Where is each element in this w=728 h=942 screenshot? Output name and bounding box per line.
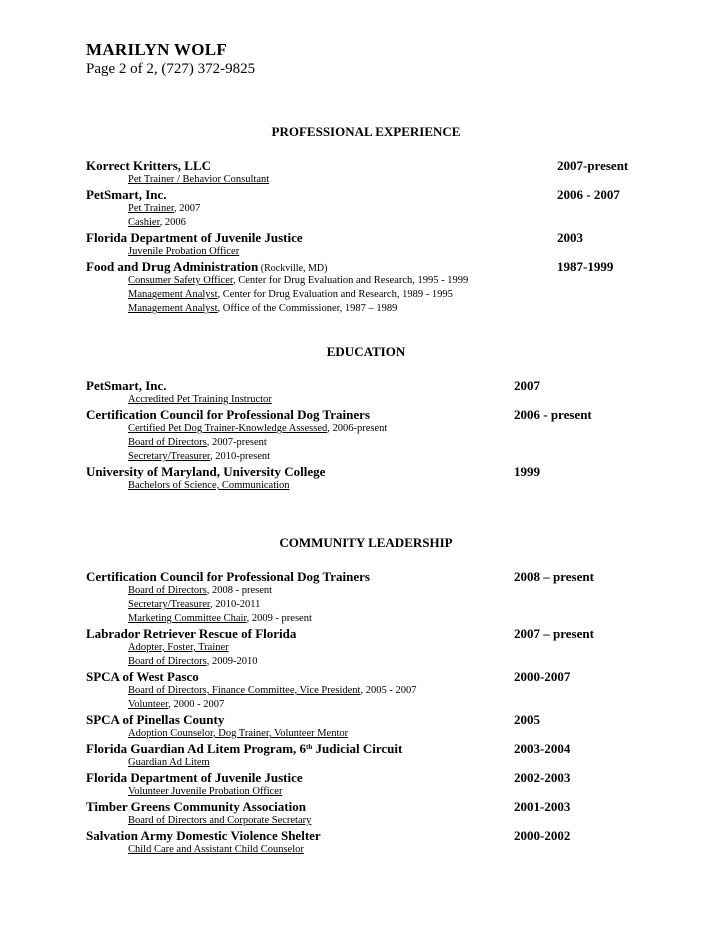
organization-name: Florida Guardian Ad Litem Program, 6 — [86, 741, 307, 756]
role-detail: , 2010-present — [210, 451, 271, 462]
role-detail: , Center for Drug Evaluation and Research, 1995 - 1999 — [232, 275, 469, 286]
section-title: COMMUNITY LEADERSHIP — [279, 535, 453, 550]
entry-years: 2005 — [514, 712, 540, 727]
organization-name: Food and Drug Administration — [86, 259, 259, 274]
entry-organization — [86, 259, 646, 274]
entry-years: 1999 — [514, 464, 540, 479]
role-title: Volunteer Juvenile Probation Officer — [128, 786, 283, 797]
entry-years: 2007-present — [557, 158, 629, 173]
role-title: Cashier — [128, 217, 160, 228]
organization-name: Korrect Kritters, LLC — [86, 158, 212, 173]
organization-location: (Rockville, MD) — [258, 263, 328, 274]
organization-name: SPCA of Pinellas County — [86, 712, 225, 727]
role-line — [86, 684, 646, 698]
role-line — [86, 450, 646, 464]
entry-organization — [86, 828, 646, 843]
role-line — [86, 785, 646, 799]
role-title: Pet Trainer / Behavior Consultant — [128, 174, 270, 185]
organization-name: Timber Greens Community Association — [86, 799, 306, 814]
page-contact-line: Page 2 of 2, (727) 372-9825 — [86, 61, 256, 77]
role-title: Marketing Committee Chair — [128, 613, 247, 624]
role-title: Management Analyst — [128, 303, 218, 314]
role-title: Board of Directors and Corporate Secretary — [128, 815, 312, 826]
entry-organization — [86, 741, 646, 756]
entry-organization — [86, 378, 646, 393]
role-title: Child Care and Assistant Child Counselor — [128, 844, 304, 855]
role-detail: , 2005 - 2007 — [360, 685, 417, 696]
role-line — [86, 479, 646, 493]
role-line — [86, 698, 646, 712]
entry-years: 2007 — [514, 378, 540, 393]
role-line — [86, 612, 646, 626]
role-title: Adoption Counselor, Dog Trainer, Volunteer Mentor — [128, 728, 349, 739]
section-community-leadership — [86, 535, 646, 857]
organization-name: Certification Council for Professional Dog Trainers — [86, 569, 370, 584]
entry-organization — [86, 464, 646, 479]
role-detail: , 2007 — [173, 203, 201, 214]
entry-organization — [86, 712, 646, 727]
organization-name: Certification Council for Professional Dog Trainers — [86, 407, 370, 422]
role-title: Board of Directors — [128, 656, 207, 667]
role-detail: , 2009 - present — [246, 613, 312, 624]
organization-name: SPCA of West Pasco — [86, 669, 199, 684]
entry-years: 2007 – present — [514, 626, 594, 641]
role-title: Secretary/Treasurer — [128, 599, 210, 610]
role-title: Management Analyst — [128, 289, 218, 300]
entry-years: 2000-2007 — [514, 669, 571, 684]
entry-years: 2008 – present — [514, 569, 594, 584]
entry-organization — [86, 230, 646, 245]
organization-name: PetSmart, Inc. — [86, 187, 167, 202]
role-line — [86, 216, 646, 230]
resume-page — [86, 40, 646, 857]
section-education — [86, 344, 646, 493]
entry-years: 2002-2003 — [514, 770, 571, 785]
entry-organization — [86, 407, 646, 422]
entry-years: 2003-2004 — [514, 741, 571, 756]
role-line — [86, 598, 646, 612]
entry-years: 2001-2003 — [514, 799, 571, 814]
organization-name: University of Maryland, University College — [86, 464, 326, 479]
role-line — [86, 302, 646, 316]
organization-name: Florida Department of Juvenile Justice — [86, 770, 303, 785]
entry-organization — [86, 669, 646, 684]
section-professional-experience — [86, 124, 646, 316]
role-title: Bachelors of Science, Communication — [128, 480, 290, 491]
role-detail: , Office of the Commissioner, 1987 – 1989 — [217, 303, 398, 314]
resume-name: MARILYN WOLF — [86, 40, 228, 59]
role-line — [86, 727, 646, 741]
section-title: PROFESSIONAL EXPERIENCE — [271, 124, 461, 139]
organization-name: Florida Department of Juvenile Justice — [86, 230, 303, 245]
role-line — [86, 393, 646, 407]
role-line — [86, 245, 646, 259]
role-line — [86, 584, 646, 598]
ordinal-suffix: th — [306, 743, 313, 751]
role-title: Guardian Ad Litem — [128, 757, 210, 768]
entry-organization — [86, 158, 646, 173]
organization-name: Salvation Army Domestic Violence Shelter — [86, 828, 321, 843]
role-title: Volunteer — [128, 699, 169, 710]
organization-name: Labrador Retriever Rescue of Florida — [86, 626, 297, 641]
role-line — [86, 655, 646, 669]
entry-years: 2003 — [557, 230, 583, 245]
role-line — [86, 288, 646, 302]
role-line — [86, 756, 646, 770]
role-title: Accredited Pet Training Instructor — [128, 394, 272, 405]
role-line — [86, 814, 646, 828]
organization-name: PetSmart, Inc. — [86, 378, 167, 393]
role-detail: , 2006-present — [327, 423, 388, 434]
role-title: Board of Directors — [128, 585, 207, 596]
entry-years: 2006 - 2007 — [557, 187, 620, 202]
entry-years: 2006 - present — [514, 407, 592, 422]
role-title: Board of Directors — [128, 437, 207, 448]
role-title: Secretary/Treasurer — [128, 451, 210, 462]
section-title: EDUCATION — [326, 344, 406, 359]
entry-organization — [86, 569, 646, 584]
role-detail: , 2008 - present — [206, 585, 273, 596]
entry-years: 2000-2002 — [514, 828, 571, 843]
entry-organization — [86, 626, 646, 641]
role-detail: , 2006 — [159, 217, 186, 228]
role-title: Consumer Safety Officer — [128, 275, 233, 286]
role-detail: , 2009-2010 — [206, 656, 258, 667]
role-title: Board of Directors, Finance Committee, Vice President — [128, 685, 361, 696]
role-line — [86, 202, 646, 216]
role-title: Pet Trainer — [128, 203, 174, 214]
entry-organization — [86, 187, 646, 202]
entry-organization — [86, 799, 646, 814]
role-title: Adopter, Foster, Trainer — [128, 642, 229, 653]
role-line — [86, 274, 646, 288]
role-line — [86, 436, 646, 450]
role-detail: , 2000 - 2007 — [168, 699, 225, 710]
role-detail: , Center for Drug Evaluation and Research, 1989 - 1995 — [217, 289, 453, 300]
role-title: Juvenile Probation Officer — [128, 246, 240, 257]
entry-years: 1987-1999 — [557, 259, 614, 274]
role-line — [86, 843, 646, 857]
role-line — [86, 641, 646, 655]
role-line — [86, 173, 646, 187]
resume-sections — [86, 124, 646, 857]
entry-organization — [86, 770, 646, 785]
organization-name-tail: Judicial Circuit — [312, 741, 403, 756]
role-detail: , 2010-2011 — [210, 599, 261, 610]
role-title: Certified Pet Dog Trainer-Knowledge Assessed — [128, 423, 328, 434]
role-detail: , 2007-present — [206, 437, 267, 448]
role-line — [86, 422, 646, 436]
